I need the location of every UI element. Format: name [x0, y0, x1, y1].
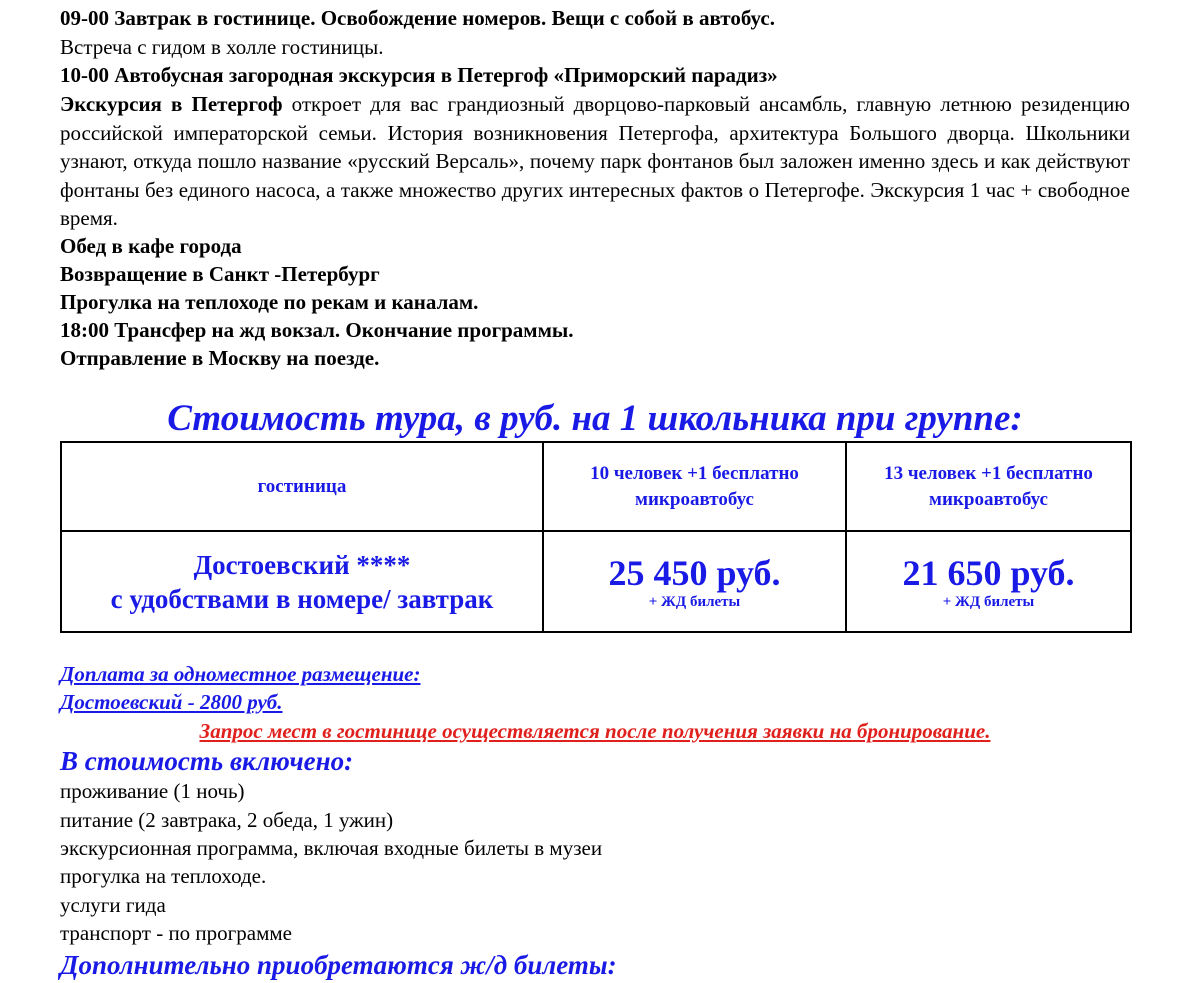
header-cell-group-13 — [846, 442, 1131, 531]
program-line-return: Возвращение в Санкт -Петербург — [60, 262, 380, 286]
included-item: проживание (1 ночь) — [60, 779, 245, 803]
header-hotel-label: гостиница — [257, 475, 347, 497]
cell-hotel — [61, 531, 543, 632]
included-item: транспорт - по программе — [60, 921, 293, 945]
hotel-name: Достоевский **** — [193, 549, 411, 580]
price-table-header-row — [61, 442, 1131, 531]
included-item: прогулка на теплоходе. — [60, 864, 267, 888]
cell-price-group-13 — [846, 531, 1131, 632]
hotel-description: с удобствами в номере/ завтрак — [110, 583, 494, 614]
program-line-departure: Отправление в Москву на поезде. — [60, 346, 380, 370]
header-cell-group-10 — [543, 442, 846, 531]
extra-title: Дополнительно приобретаются ж/д билеты: — [60, 950, 617, 980]
header-group-13-line2: микроавтобус — [929, 488, 1048, 510]
price-heading: Стоимость тура, в руб. на 1 школьника при группе: — [167, 398, 1023, 439]
price-table — [60, 441, 1132, 633]
header-group-13-line1: 13 человек +1 бесплатно — [884, 462, 1093, 484]
price-table-row — [61, 531, 1131, 632]
included-title: В стоимость включено: — [60, 746, 354, 776]
header-cell-hotel — [61, 442, 543, 531]
price-group-10-note: + ЖД билеты — [648, 593, 741, 610]
program-line-guide: Встреча с гидом в холле гостиницы. — [60, 35, 384, 59]
price-group-13-note: + ЖД билеты — [942, 593, 1035, 610]
included-item: экскурсионная программа, включая входные билеты в музеи — [60, 836, 603, 860]
booking-note: Запрос мест в гостинице осуществляется после получения заявки на бронирование. — [199, 719, 991, 743]
excursion-description-bold: Экскурсия в Петергоф — [60, 92, 283, 116]
single-supplement-title: Доплата за одноместное размещение: — [60, 662, 421, 686]
header-group-10-line2: микроавтобус — [635, 488, 754, 510]
program-line-lunch: Обед в кафе города — [60, 234, 242, 258]
program-line-transfer: 18:00 Трансфер на жд вокзал. Окончание программы. — [60, 318, 574, 342]
program-line-breakfast: 09-00 Завтрак в гостинице. Освобождение номеров. Вещи с собой в автобус. — [60, 6, 775, 30]
cell-price-group-10 — [543, 531, 846, 632]
price-group-13: 21 650 руб. — [902, 552, 1075, 593]
program-line-boat: Прогулка на теплоходе по рекам и каналам. — [60, 290, 479, 314]
excursion-description — [60, 90, 1130, 233]
header-group-10-line1: 10 человек +1 бесплатно — [590, 462, 799, 484]
price-group-10: 25 450 руб. — [608, 552, 781, 593]
included-item: услуги гида — [60, 893, 166, 917]
included-item: питание (2 завтрака, 2 обеда, 1 ужин) — [60, 808, 394, 832]
single-supplement-value: Достоевский - 2800 руб. — [60, 690, 283, 714]
excursion-description-text: откроет для вас грандиозный дворцово-парковый ансамбль, главную летнюю резиденцию российской императорской семьи. История возникновения Петергофа, архитектура Большого дворца. Школьники узнают, откуда пошло название «русский Версаль», почему парк фонтанов был заложен именно здесь и как действуют фонтаны без единого насоса, а также множество других интересных фактов о Петергофе. Экскурсия 1 час + свободное время. — [60, 92, 1130, 230]
program-line-excursion: 10-00 Автобусная загородная экскурсия в Петергоф «Приморский парадиз» — [60, 63, 778, 87]
